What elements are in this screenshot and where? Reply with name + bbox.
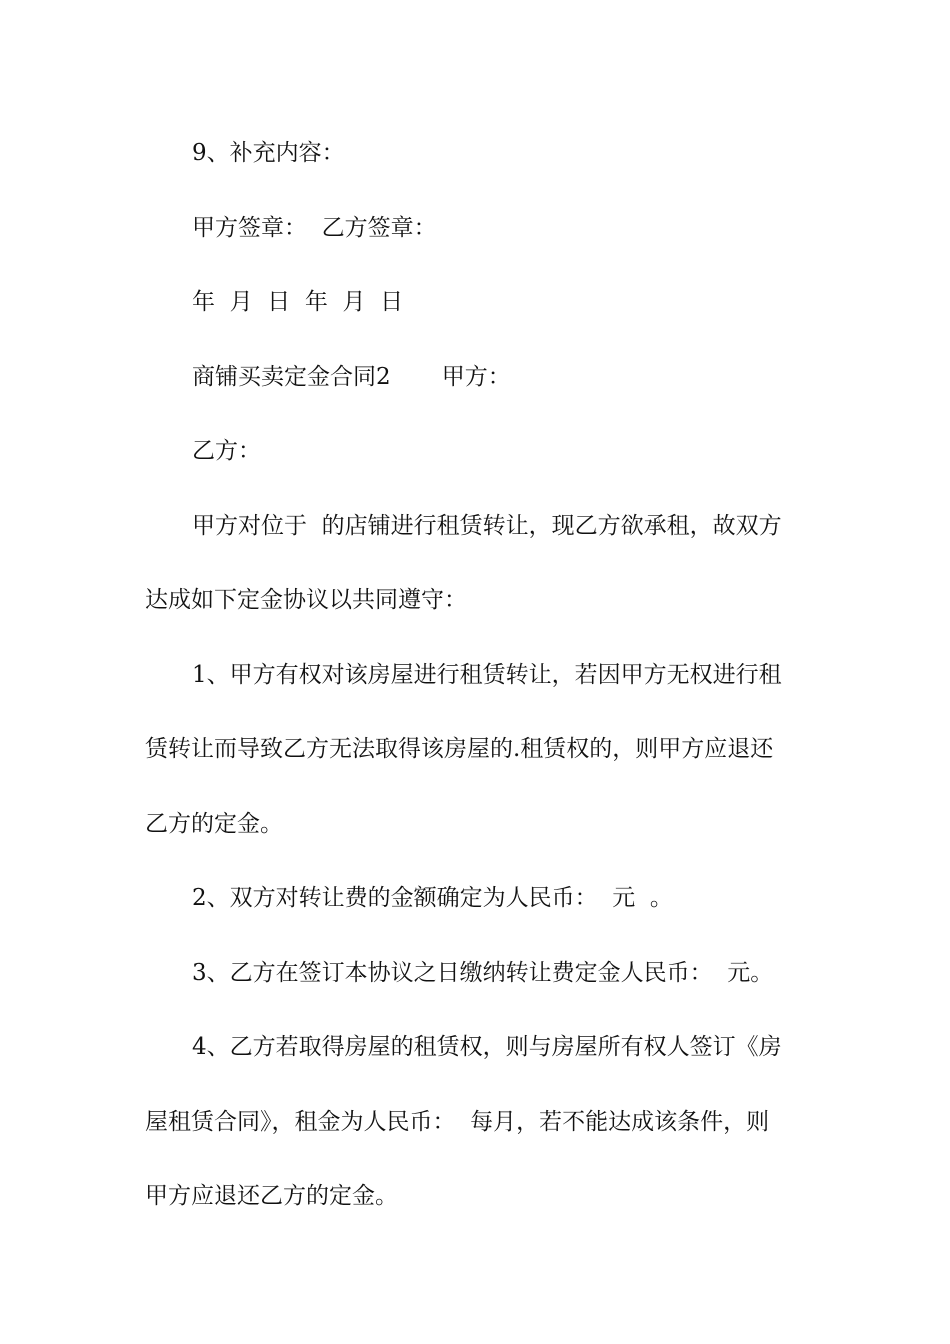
clause-1-line-1: 1、甲方有权对该房屋进行租赁转让，若因甲方无权进行租	[192, 662, 782, 688]
clause-2-line: 2、双方对转让费的金额确定为人民币： 元 。	[192, 885, 673, 911]
clause-4-line-1: 4、乙方若取得房屋的租赁权，则与房屋所有权人签订《房	[192, 1034, 782, 1060]
signature-line: 甲方签章： 乙方签章：	[192, 215, 437, 241]
date-line: 年 月 日 年 月 日	[192, 289, 404, 315]
clause-1-line-2: 赁转让而导致乙方无法取得该房屋的.租赁权的，则甲方应退还	[145, 736, 774, 762]
clause-1-line-3: 乙方的定金。	[145, 811, 283, 837]
contract-title-party-a: 商铺买卖定金合同2 甲方：	[192, 364, 511, 390]
preamble-line-1: 甲方对位于 的店铺进行租赁转让，现乙方欲承租，故双方	[192, 513, 782, 539]
clause-3-line: 3、乙方在签订本协议之日缴纳转让费定金人民币： 元。	[192, 960, 774, 986]
clause-9-supplement: 9、补充内容：	[192, 140, 345, 166]
clause-4-line-3: 甲方应退还乙方的定金。	[145, 1183, 398, 1209]
preamble-line-2: 达成如下定金协议以共同遵守：	[145, 587, 467, 613]
party-b-line: 乙方：	[192, 438, 261, 464]
clause-4-line-2: 屋租赁合同》，租金为人民币： 每月，若不能达成该条件，则	[145, 1109, 770, 1135]
